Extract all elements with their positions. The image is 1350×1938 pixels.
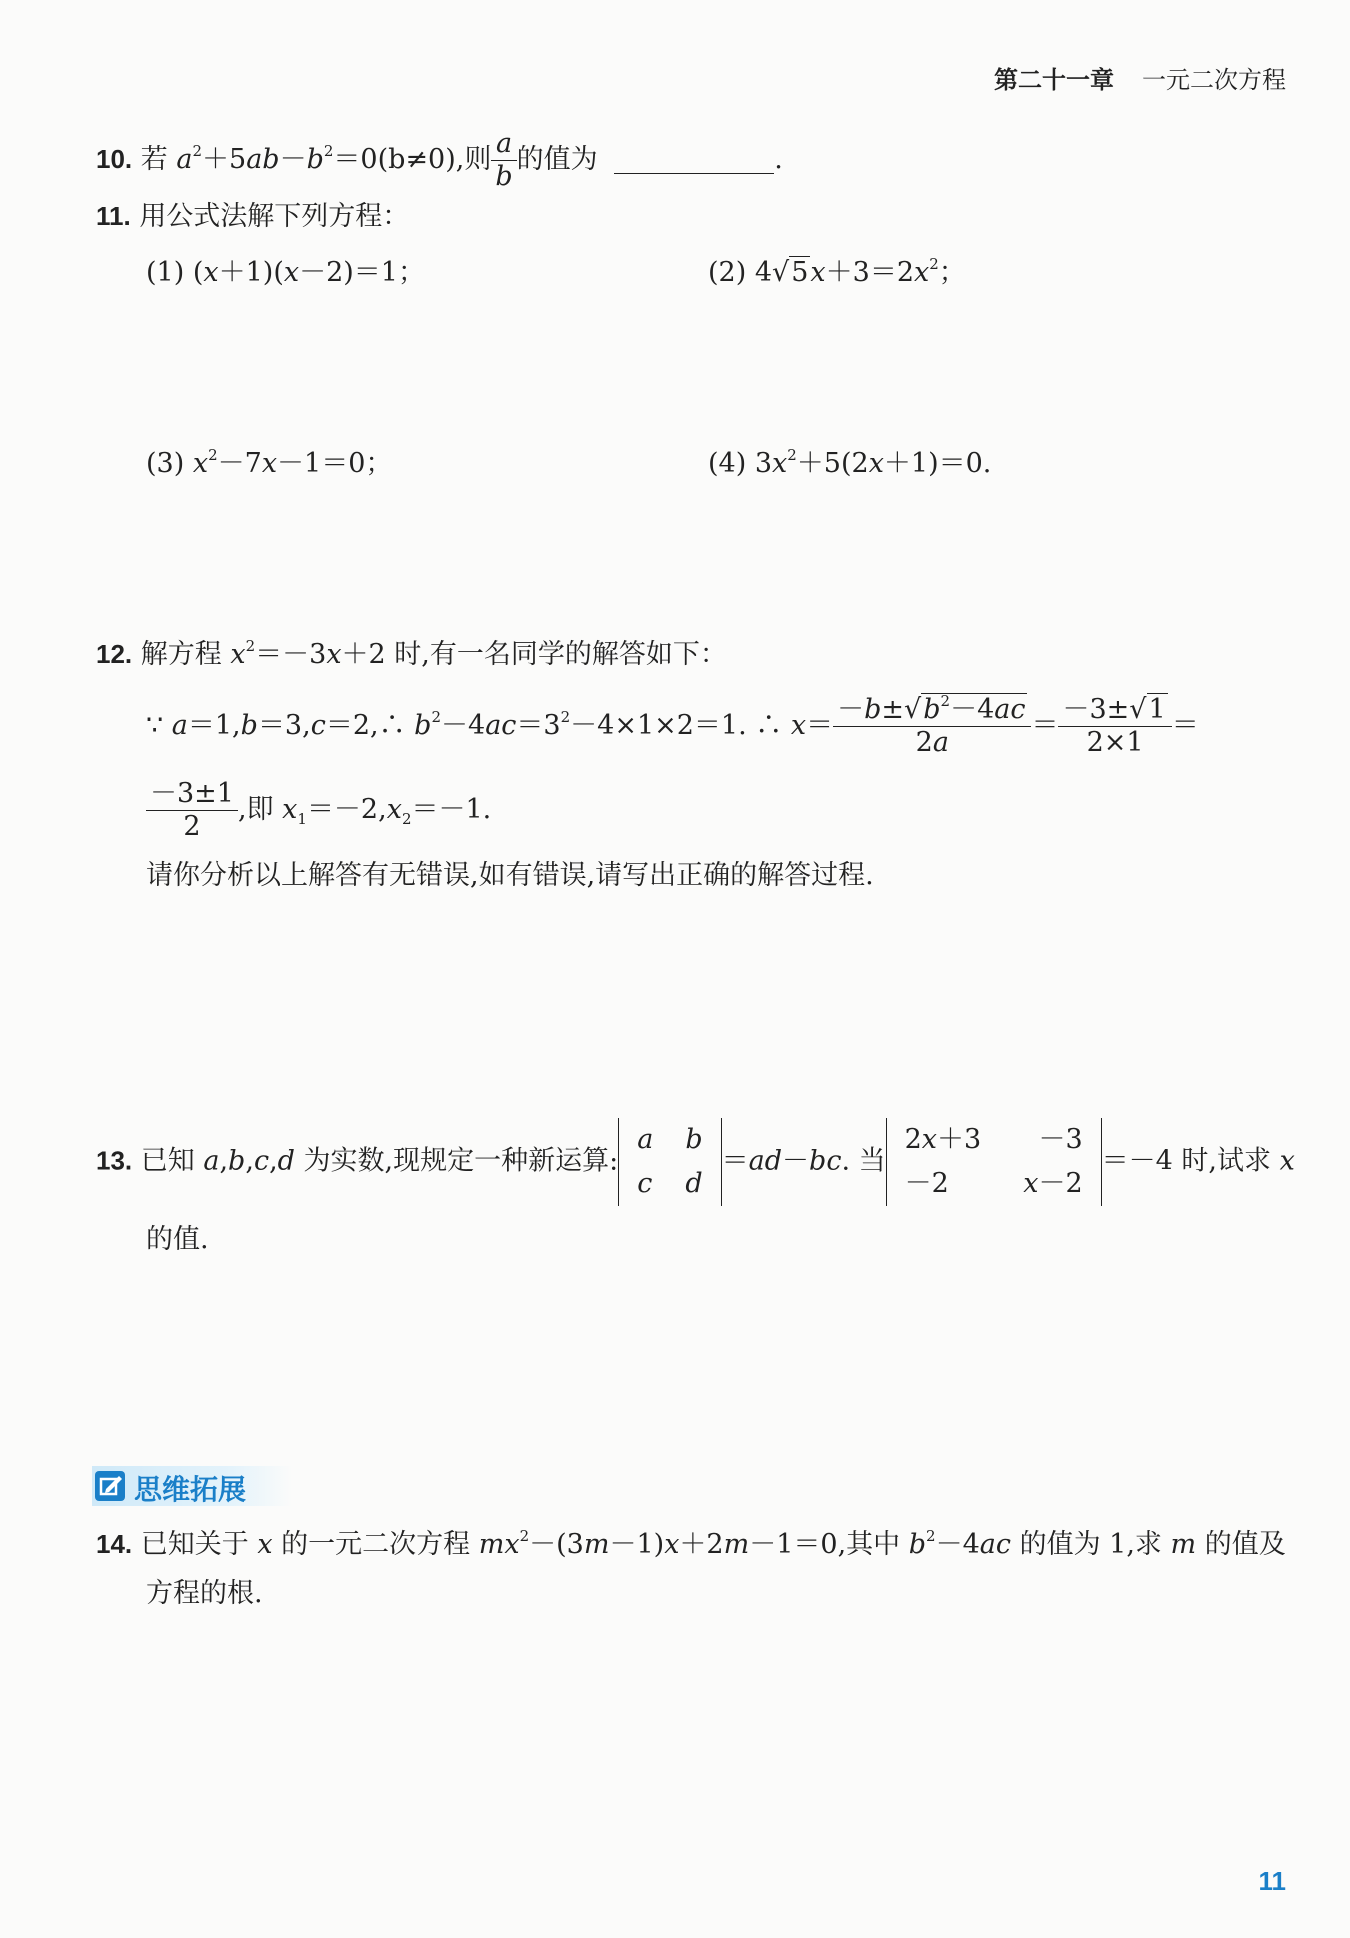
determinant-given: 2x＋3 －3 －2 x－2 bbox=[886, 1118, 1102, 1206]
q11-part-4: (4) $3x^2+5(2x+1)=0$. bbox=[708, 446, 992, 479]
q11-part-3: (3) $x^2-7x-1=0$； bbox=[146, 446, 393, 479]
q13-continuation: 的值. bbox=[146, 1224, 209, 1255]
question-13: 13. 已知 a,b,c,d 为实数,现规定一种新运算: a b c d ＝ad－bc. 当 2x＋3 －3 －2 x－2 ＝－4 时,试求 x bbox=[96, 1118, 1295, 1206]
equation: $a^2+5ab-b^2=0$ bbox=[176, 142, 378, 175]
question-14: 14. 已知关于 x 的一元二次方程 $mx^2-(3m-1)x+2m-1=0$,其中 $b^2-4ac$ 的值为 1,求 m 的值及 bbox=[96, 1527, 1286, 1560]
question-number: 12. bbox=[96, 639, 133, 669]
question-number: 10. bbox=[96, 144, 133, 174]
q11-part-2: (2) $4√5x+3=2x^2$； bbox=[708, 255, 966, 288]
chapter-header bbox=[994, 60, 1286, 95]
page-number: 11 bbox=[1258, 1866, 1286, 1896]
q12-question-text: 请你分析以上解答有无错误,如有错误,请写出正确的解答过程. bbox=[146, 860, 874, 891]
question-12: 12. 解方程 $x^2=-3x+2$ 时,有一名同学的解答如下： bbox=[96, 637, 727, 670]
question-10: 10. 若 $a^2+5ab-b^2=0(b\ne 0)$,则 $\frac{a}{b}$ 的值为 . bbox=[96, 128, 783, 192]
q14-continuation: 方程的根. bbox=[146, 1578, 263, 1609]
question-text: 用公式法解下列方程： bbox=[139, 201, 410, 232]
result-fraction: $\frac{-3\pm 1}{2}$ bbox=[146, 778, 238, 843]
answer-blank[interactable] bbox=[614, 149, 774, 174]
q12-solution-line-2: $\frac{-3\pm 1}{2}$ ,即 $x_1=-2,x_2=-1$. bbox=[146, 778, 491, 843]
question-number: 13. bbox=[96, 1145, 133, 1176]
chapter-label: 第二十一章 bbox=[994, 66, 1114, 94]
section-banner bbox=[92, 1466, 292, 1506]
question-number: 11. bbox=[96, 201, 131, 231]
question-11 bbox=[96, 198, 409, 235]
substituted-fraction: $\frac{-3\pm√1}{2\times 1}$ bbox=[1058, 694, 1171, 759]
chapter-title: 一元二次方程 bbox=[1142, 66, 1286, 94]
question-number: 14. bbox=[96, 1529, 133, 1559]
determinant-definition: a b c d bbox=[618, 1118, 721, 1206]
quadratic-formula-fraction: $\frac{-b\pm√b^2-4ac}{2a}$ bbox=[833, 694, 1031, 759]
fraction-a-over-b: $\frac{a}{b}$ bbox=[491, 128, 516, 193]
edit-icon bbox=[94, 1470, 126, 1502]
q11-part-1: (1) (x＋1)(x－2)＝1； bbox=[146, 257, 425, 288]
section-title: 思维拓展 bbox=[134, 1473, 247, 1506]
q12-solution-line-1: ∵ a＝1,b＝3,c＝2,∴ $b^2-4ac=3^2-4\times 1\times 2=1$. ∴ x＝ $\frac{-b\pm√b^2-4ac}{2a}$ ＝ $\frac{-3\pm√1}{2\times 1}$ ＝ bbox=[146, 692, 1199, 758]
